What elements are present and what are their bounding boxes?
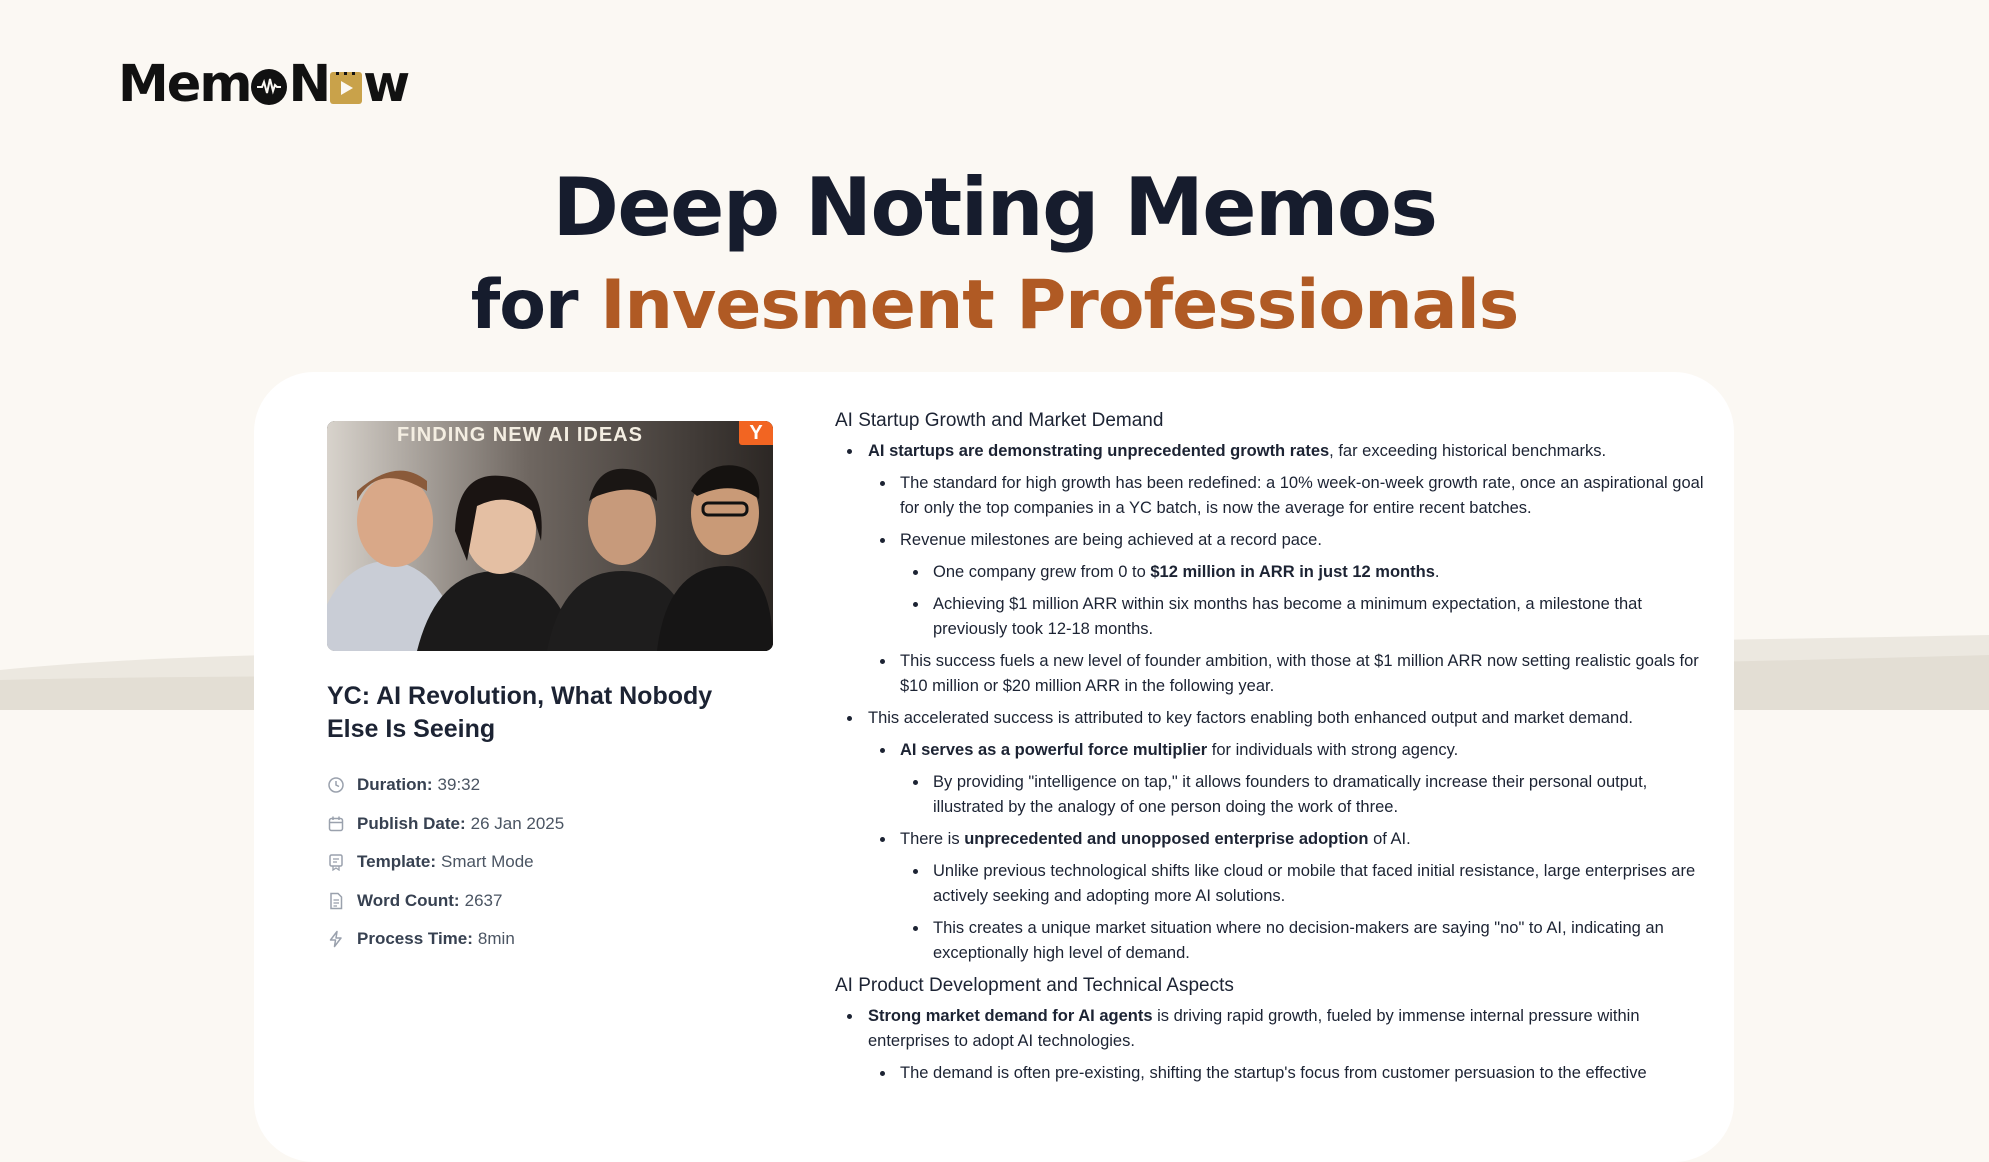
memo-bullet	[835, 1004, 1715, 1086]
meta-key: Process Time:	[357, 929, 473, 949]
yc-badge: Y	[739, 421, 773, 445]
waveform-icon	[251, 69, 287, 105]
bullet-text: , far exceeding historical benchmarks.	[1329, 442, 1607, 460]
lightning-icon	[327, 930, 345, 948]
hero-subtitle	[0, 258, 1989, 354]
memo-sub-sub-bullet: Unlike previous technological shifts like cloud or mobile that faced initial resistance, large enterprises are actively seeking and adopting more AI solutions.	[835, 859, 1715, 909]
hero-subtitle-accent: Invesment Professionals	[600, 266, 1519, 345]
meta-value: Smart Mode	[441, 852, 534, 872]
memo-sub-sub-bullet	[835, 560, 1715, 585]
meta-key: Duration:	[357, 775, 433, 795]
bullet-bold: $12 million in ARR in just 12 months	[1150, 563, 1435, 581]
memo-bullet	[835, 706, 1715, 966]
meta-row-publish-date	[327, 805, 767, 844]
bullet-text: This accelerated success is attributed to key factors enabling both enhanced output and market demand.	[868, 709, 1633, 727]
bullet-bold: AI startups are demonstrating unprecedented growth rates	[868, 442, 1330, 460]
play-icon	[330, 72, 362, 104]
document-icon	[327, 892, 345, 910]
template-icon	[327, 853, 345, 871]
bullet-text: One company grew from 0 to	[933, 563, 1151, 581]
bullet-text: Revenue milestones are being achieved at a record pace.	[900, 531, 1322, 549]
bullet-text: for individuals with strong agency.	[1207, 741, 1459, 759]
meta-value: 39:32	[437, 775, 481, 795]
bullet-bold: Strong market demand for AI agents	[868, 1007, 1153, 1025]
thumbnail-caption: FINDING NEW AI IDEAS	[397, 424, 643, 446]
bullet-bold: unprecedented and unopposed enterprise adoption	[964, 830, 1369, 848]
memo-sub-bullet	[835, 827, 1715, 966]
memo-sub-sub-bullet: This creates a unique market situation where no decision-makers are saying "no" to AI, indicating an exceptionally high level of demand.	[835, 916, 1715, 966]
memo-card	[254, 372, 1734, 1162]
memo-content	[835, 408, 1715, 1093]
bullet-text: of AI.	[1368, 830, 1411, 848]
memo-sub-bullet: The demand is often pre-existing, shifting the startup's focus from customer persuasion to the effective	[835, 1061, 1715, 1086]
hero-title: Deep Noting Memos	[552, 161, 1437, 254]
logo-text-mid: N	[288, 54, 330, 114]
meta-row-duration	[327, 766, 767, 805]
bullet-bold: AI serves as a powerful force multiplier	[900, 741, 1208, 759]
meta-row-word-count	[327, 882, 767, 921]
bullet-text: is driving rapid growth, fueled by immense internal pressure within enterprises to adopt AI technologies.	[868, 1007, 1640, 1050]
thumbnail-people-illustration	[327, 421, 773, 651]
memo-bullet	[835, 439, 1715, 699]
memo-sub-bullet	[835, 528, 1715, 642]
memo-sub-bullet	[835, 738, 1715, 820]
hero-section	[0, 158, 1989, 354]
meta-row-process-time	[327, 920, 767, 959]
bullet-text: There is	[900, 830, 965, 848]
video-thumbnail[interactable]	[327, 421, 773, 651]
logo-text-prefix: Mem	[118, 54, 251, 114]
memo-sub-sub-bullet: Achieving $1 million ARR within six months has become a minimum expectation, a milestone that previously took 12-18 months.	[835, 592, 1715, 642]
logo-text-suffix: w	[363, 54, 409, 114]
meta-key: Word Count:	[357, 890, 460, 910]
meta-row-template	[327, 843, 767, 882]
clock-icon	[327, 776, 345, 794]
memo-sub-bullet: This success fuels a new level of founder ambition, with those at $1 million ARR now setting realistic goals for $10 million or $20 million ARR in the following year.	[835, 649, 1715, 699]
meta-value: 8min	[477, 929, 515, 949]
meta-value: 2637	[464, 890, 503, 910]
meta-value: 26 Jan 2025	[470, 813, 565, 833]
calendar-icon	[327, 815, 345, 833]
memo-sub-bullet: The standard for high growth has been redefined: a 10% week-on-week growth rate, once an aspirational goal for only the top companies in a YC batch, is now the average for entire recent batches.	[835, 471, 1715, 521]
memo-sub-sub-bullet: By providing "intelligence on tap," it allows founders to dramatically increase their personal output, illustrated by the analogy of one person doing the work of three.	[835, 770, 1715, 820]
bullet-text: .	[1434, 563, 1440, 581]
meta-key: Publish Date:	[357, 813, 466, 833]
memonow-logo[interactable]	[118, 56, 408, 112]
video-title: YC: AI Revolution, What Nobody Else Is Seeing	[327, 682, 713, 743]
video-meta-list	[327, 766, 767, 959]
memo-section-heading: AI Startup Growth and Market Demand	[835, 410, 1164, 431]
hero-subtitle-lead: for	[470, 266, 601, 345]
meta-key: Template:	[357, 852, 437, 872]
memo-section-heading: AI Product Development and Technical Aspects	[835, 975, 1234, 996]
